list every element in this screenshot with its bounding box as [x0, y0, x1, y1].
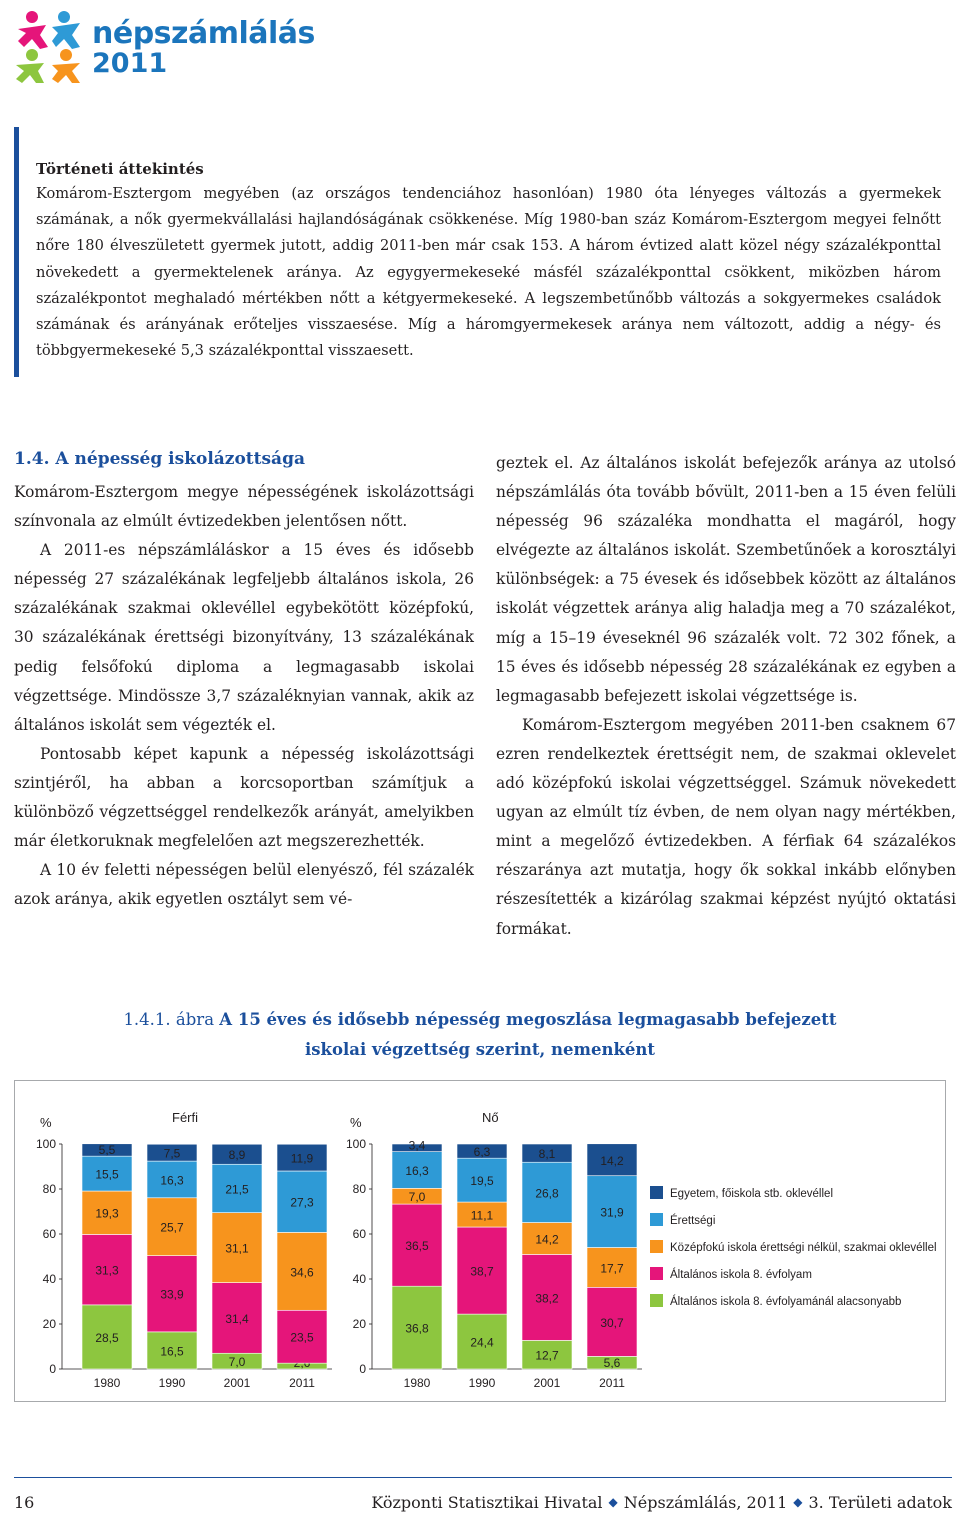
history-accent-bar [14, 127, 19, 377]
legend-label: Általános iskola 8. évfolyam [670, 1269, 812, 1281]
text-column-left [14, 478, 474, 914]
text-column-right [496, 449, 956, 944]
data-label: 33,9 [160, 1287, 184, 1302]
paragraph-4: Komárom-Esztergom megyében 2011-ben csaknem 67 ezren rendelkeztek érettségit nem, de szakmai oklevelet adó középfokú iskolai végzettséggel. Számuk növekedett ugyan az elmúlt tíz évben, de nem olyan nagy mértékben, mint a megelőző évtizedekben. A férfiak 64 százalékos részaránya azt mutatja, hogy ők sokkal inkább előnyben részesítették a kizárólag szakmai képzést nyújtó oktatási formákat. [496, 715, 956, 938]
y-tick-label: 0 [359, 1362, 366, 1376]
data-label: 21,5 [225, 1182, 249, 1197]
data-label: 12,7 [535, 1348, 559, 1363]
history-title: Történeti áttekintés [36, 160, 204, 178]
data-label: 23,5 [290, 1330, 314, 1345]
data-label: 25,7 [160, 1220, 184, 1235]
paragraph-3-start: A 10 év feletti népességen belül elenyésző, fél százalék azok aránya, akik egyetlen osztályt sem vé- [14, 861, 474, 909]
y-tick-label: 40 [42, 1272, 56, 1286]
data-label: 5,6 [603, 1356, 621, 1370]
data-label: 6,3 [473, 1145, 491, 1160]
data-label: 17,7 [600, 1261, 624, 1276]
data-label: 36,5 [405, 1239, 429, 1254]
data-label: 36,8 [405, 1321, 429, 1336]
y-tick-label: 40 [352, 1272, 366, 1286]
y-axis-unit: % [350, 1115, 362, 1130]
data-label: 34,6 [290, 1265, 314, 1280]
x-tick-label: 2011 [289, 1376, 315, 1390]
legend-label: Középfokú iskola érettségi nélkül, szakmai oklevéllel [670, 1242, 937, 1254]
paragraph-1: A 2011-es népszámláláskor a 15 éves és idősebb népesség 27 százalékának legfeljebb általános iskola, 26 százalékának szakmai oklevéllel egybekötött középfokú, 30 százalékának érettségi bizonyítvány, 13 százalékának pedig felsőfokú diploma a legmagasabb iskolai végzettsége. Mindössze 3,7 százaléknyian vannak, akik az általános iskolát sem végezték el. [14, 541, 474, 734]
figure-title-line1: A 15 éves és idősebb népesség megoszlása legmagasabb befejezett [219, 1010, 837, 1029]
data-label: 24,4 [470, 1335, 494, 1350]
legend-label: Egyetem, főiskola stb. oklevéllel [670, 1188, 833, 1200]
data-label: 7,0 [228, 1355, 246, 1370]
y-axis-unit: % [40, 1115, 52, 1130]
data-label: 16,5 [160, 1344, 184, 1359]
data-label: 31,3 [95, 1263, 119, 1278]
data-label: 3,4 [408, 1138, 426, 1153]
footer-publication: Népszámlálás, 2011 [623, 1493, 788, 1512]
data-label: 30,7 [600, 1315, 624, 1330]
y-tick-label: 0 [49, 1362, 56, 1376]
figure-title-line2: iskolai végzettség szerint, nemenként [305, 1040, 655, 1059]
legend-swatch [650, 1213, 663, 1226]
section-title [14, 449, 305, 469]
y-tick-label: 100 [35, 1137, 56, 1151]
legend-swatch [650, 1186, 663, 1199]
logo-figures-icon [10, 5, 90, 85]
section-intro: Komárom-Esztergom megye népességének iskolázottsági színvonala az elmúlt évtizedekben jelentősen nőtt. [14, 483, 474, 531]
legend-label: Érettségi [670, 1215, 716, 1227]
x-tick-label: 2011 [599, 1376, 625, 1390]
data-label: 16,3 [160, 1173, 184, 1188]
data-label: 27,3 [290, 1195, 314, 1210]
legend-swatch [650, 1294, 663, 1307]
data-label: 19,3 [95, 1206, 119, 1221]
legend-swatch [650, 1240, 663, 1253]
diamond-icon: ◆ [793, 1495, 803, 1509]
data-label: 14,2 [535, 1232, 559, 1247]
chart-panel-title: Férfi [172, 1110, 198, 1125]
education-chart [14, 1080, 946, 1402]
data-label: 8,1 [538, 1147, 556, 1162]
legend-label: Általános iskola 8. évfolyamánál alacsonyabb [670, 1296, 902, 1308]
data-label: 8,9 [228, 1148, 246, 1163]
y-tick-label: 20 [352, 1317, 366, 1331]
data-label: 15,5 [95, 1167, 119, 1182]
data-label: 28,5 [95, 1330, 119, 1345]
y-tick-label: 60 [42, 1227, 56, 1241]
section-number: 1.4. [14, 449, 50, 469]
footer-chapter: 3. Területi adatok [808, 1493, 952, 1512]
footer-info [371, 1493, 952, 1512]
data-label: 31,9 [600, 1205, 624, 1220]
section-title-text: A népesség iskolázottsága [55, 449, 305, 469]
data-label: 16,3 [405, 1163, 429, 1178]
y-tick-label: 80 [352, 1182, 366, 1196]
data-label: 19,5 [470, 1174, 494, 1189]
data-label: 31,4 [225, 1311, 249, 1326]
chart-panel-title: Nő [482, 1110, 499, 1125]
y-tick-label: 80 [42, 1182, 56, 1196]
legend-swatch [650, 1267, 663, 1280]
paragraph-3-end: geztek el. Az általános iskolát befejezők aránya az utolsó népszámlálás óta tovább bővült, 2011-ben a 15 éven felüli népesség 96 százaléka mondhatta el magáról, hogy elvégezte az általános iskolát. Szembetűnőek a korosztályi különbségek: a 75 évesek és idősebbek között az általános iskolát végzettek aránya alig haladja meg a 70 százalékot, míg a 15–19 éveseknél 96 százalék volt. 72 302 főnek, a 15 éves és idősebb népesség 28 százalékának ez egyben a legmagasabb befejezett iskolai végzettsége is. [496, 454, 956, 705]
figure-caption [60, 1005, 900, 1065]
diamond-icon: ◆ [608, 1495, 618, 1509]
data-label: 11,1 [470, 1208, 494, 1223]
data-label: 11,9 [290, 1151, 314, 1166]
x-tick-label: 2001 [533, 1376, 561, 1390]
data-label: 7,5 [163, 1146, 181, 1161]
data-label: 7,0 [408, 1190, 426, 1205]
footer-rule [14, 1477, 952, 1478]
y-tick-label: 20 [42, 1317, 56, 1331]
x-tick-label: 1990 [468, 1376, 496, 1390]
x-tick-label: 2001 [223, 1376, 251, 1390]
data-label: 31,1 [225, 1241, 249, 1256]
logo-title: népszámlálás [92, 16, 315, 51]
data-label: 26,8 [535, 1186, 559, 1201]
y-tick-label: 100 [345, 1137, 366, 1151]
x-tick-label: 1990 [158, 1376, 186, 1390]
y-tick-label: 60 [352, 1227, 366, 1241]
figure-label: 1.4.1. ábra [123, 1010, 215, 1029]
x-tick-label: 1980 [93, 1376, 121, 1390]
footer-publisher: Központi Statisztikai Hivatal [371, 1493, 603, 1512]
page-number: 16 [14, 1493, 35, 1512]
logo-year: 2011 [92, 48, 168, 79]
history-body: Komárom-Esztergom megyében (az országos tendenciához hasonlóan) 1980 óta lényeges változás a gyermekek számának, a nők gyermekvállalási hajlandóságának csökkenése. Míg 1980-ban száz Komárom-Esztergom megyei felnőtt nőre 180 élveszületett gyermek jutott, addig 2011-ben már csak 153. A három évtized alatt közel négy százalékponttal növekedett a gyermektelenek aránya. Az egygyermekeseké másfél százalékponttal csökkent, miközben három százalékpontot meghaladó mértékben nőtt a kétgyermekeseké. A legszembetűnőbb változás a sokgyermekes családok számának és arányának erőteljes visszaesése. Míg a háromgyermekesek aránya nem változott, addig a négy- és többgyermekeseké 5,3 százalékponttal visszaesett. [36, 185, 941, 360]
data-label: 38,7 [470, 1264, 494, 1279]
paragraph-2: Pontosabb képet kapunk a népesség iskolázottsági szintjéről, ha abban a korcsoportban számítjuk a különböző végzettséggel rendelkezők arányát, amelyikben már életkoruknak megfelelően azt megszerezhették. [14, 744, 474, 851]
data-label: 38,2 [535, 1291, 559, 1306]
data-label: 5,5 [98, 1143, 116, 1158]
x-tick-label: 1980 [403, 1376, 431, 1390]
data-label: 14,2 [600, 1153, 624, 1168]
